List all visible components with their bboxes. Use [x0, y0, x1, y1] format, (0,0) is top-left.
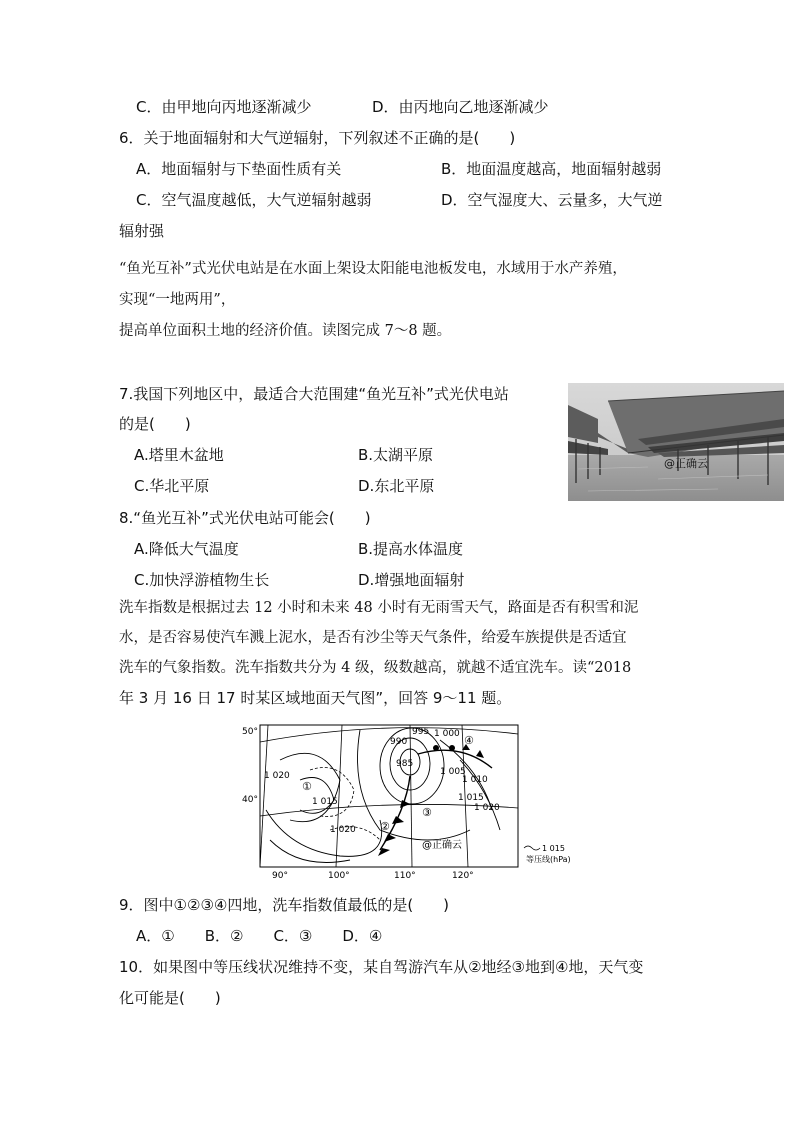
solar-farm-photo — [568, 383, 784, 501]
legend-value: 1 015 — [542, 844, 565, 853]
q6-option-a: A．地面辐射与下垫面性质有关 — [136, 160, 342, 178]
question-8: 8.“鱼光互补”式光伏电站可能会( ) — [119, 509, 371, 527]
question-9: 9．图中①②③④四地，洗车指数值最低的是( ) — [119, 896, 450, 914]
lat-label-40: 40° — [242, 795, 258, 805]
q7-option-b: B.太湖平原 — [358, 446, 434, 464]
legend-isobar-symbol — [524, 846, 540, 850]
question-10: 10．如果图中等压线状况维持不变，某自驾游汽车从②地经③地到④地，天气变 — [119, 958, 644, 976]
q8-option-b: B.提高水体温度 — [358, 540, 464, 558]
q6-option-b: B．地面温度越高，地面辐射越弱 — [441, 160, 662, 178]
question-6: 6．关于地面辐射和大气逆辐射，下列叙述不正确的是( ) — [119, 129, 516, 147]
q6-option-d-cont: 辐射强 — [119, 222, 165, 240]
marker-4: ④ — [464, 734, 474, 747]
lon-label-90: 90° — [272, 871, 288, 881]
q8-option-a: A.降低大气温度 — [134, 540, 239, 558]
passage-carwash-4: 年 3 月 16 日 17 时某区域地面天气图”，回答 9～11 题。 — [119, 689, 512, 707]
q8-option-c: C.加快浮游植物生长 — [134, 571, 270, 589]
map-watermark: @正确云 — [422, 840, 462, 851]
weather-map — [230, 720, 590, 882]
isobar-1020-s: 1 020 — [330, 825, 356, 835]
passage-fishlight-1: “鱼光互补”式光伏电站是在水面上架设太阳能电池板发电，水域用于水产养殖， — [119, 261, 627, 277]
q7-option-c: C.华北平原 — [134, 477, 210, 495]
lon-label-110: 110° — [394, 871, 416, 881]
lat-label-50: 50° — [242, 727, 258, 737]
photo-watermark: @正确云 — [664, 457, 708, 470]
passage-carwash-1: 洗车指数是根据过去 12 小时和未来 48 小时有无雨雪天气，路面是否有积雪和泥 — [119, 600, 639, 616]
passage-carwash-3: 洗车的气象指数。洗车指数共分为 4 级，级数越高，就越不适宜洗车。读“2018 — [119, 660, 632, 676]
q9-options: A．① B．② C．③ D．④ — [136, 927, 383, 945]
q5-option-d: D．由丙地向乙地逐渐减少 — [372, 98, 549, 116]
question-7-cont: 的是( ) — [119, 415, 191, 433]
q8-option-d: D.增强地面辐射 — [358, 571, 465, 589]
isobar-1020-w: 1 020 — [264, 771, 290, 781]
isobar-990: 990 — [390, 737, 408, 747]
marker-3: ③ — [422, 806, 432, 819]
isobar-1020-e: 1 020 — [474, 803, 500, 813]
marker-1: ① — [302, 780, 312, 793]
isobar-1015-e: 1 015 — [458, 793, 484, 803]
isobar-1015-w: 1 015 — [312, 797, 338, 807]
lon-label-120: 120° — [452, 871, 474, 881]
isobar-1010: 1 010 — [462, 775, 488, 785]
question-7: 7.我国下列地区中，最适合大范围建“鱼光互补”式光伏电站 — [119, 385, 509, 403]
marker-2: ② — [380, 820, 390, 833]
passage-carwash-2: 水，是否容易使汽车溅上泥水，是否有沙尘等天气条件，给爱车族提供是否适宜 — [119, 630, 627, 646]
legend-label: 等压线(hPa) — [526, 855, 571, 864]
isobar-995: 995 — [412, 727, 430, 737]
isobar-985: 985 — [396, 759, 414, 769]
q6-option-d: D．空气湿度大、云量多，大气逆 — [441, 191, 663, 209]
q6-option-c: C．空气温度越低，大气逆辐射越弱 — [136, 191, 372, 209]
question-10-cont: 化可能是( ) — [119, 989, 221, 1007]
passage-fishlight-3: 提高单位面积土地的经济价值。读图完成 7～8 题。 — [119, 323, 452, 339]
q7-option-d: D.东北平原 — [358, 477, 435, 495]
passage-fishlight-2: 实现“一地两用”， — [119, 292, 236, 308]
q5-option-c: C．由甲地向丙地逐渐减少 — [136, 98, 312, 116]
isobar-1000: 1 000 — [434, 729, 460, 739]
q7-option-a: A.塔里木盆地 — [134, 446, 224, 464]
isobar-1005: 1 005 — [440, 767, 466, 777]
lon-label-100: 100° — [328, 871, 350, 881]
